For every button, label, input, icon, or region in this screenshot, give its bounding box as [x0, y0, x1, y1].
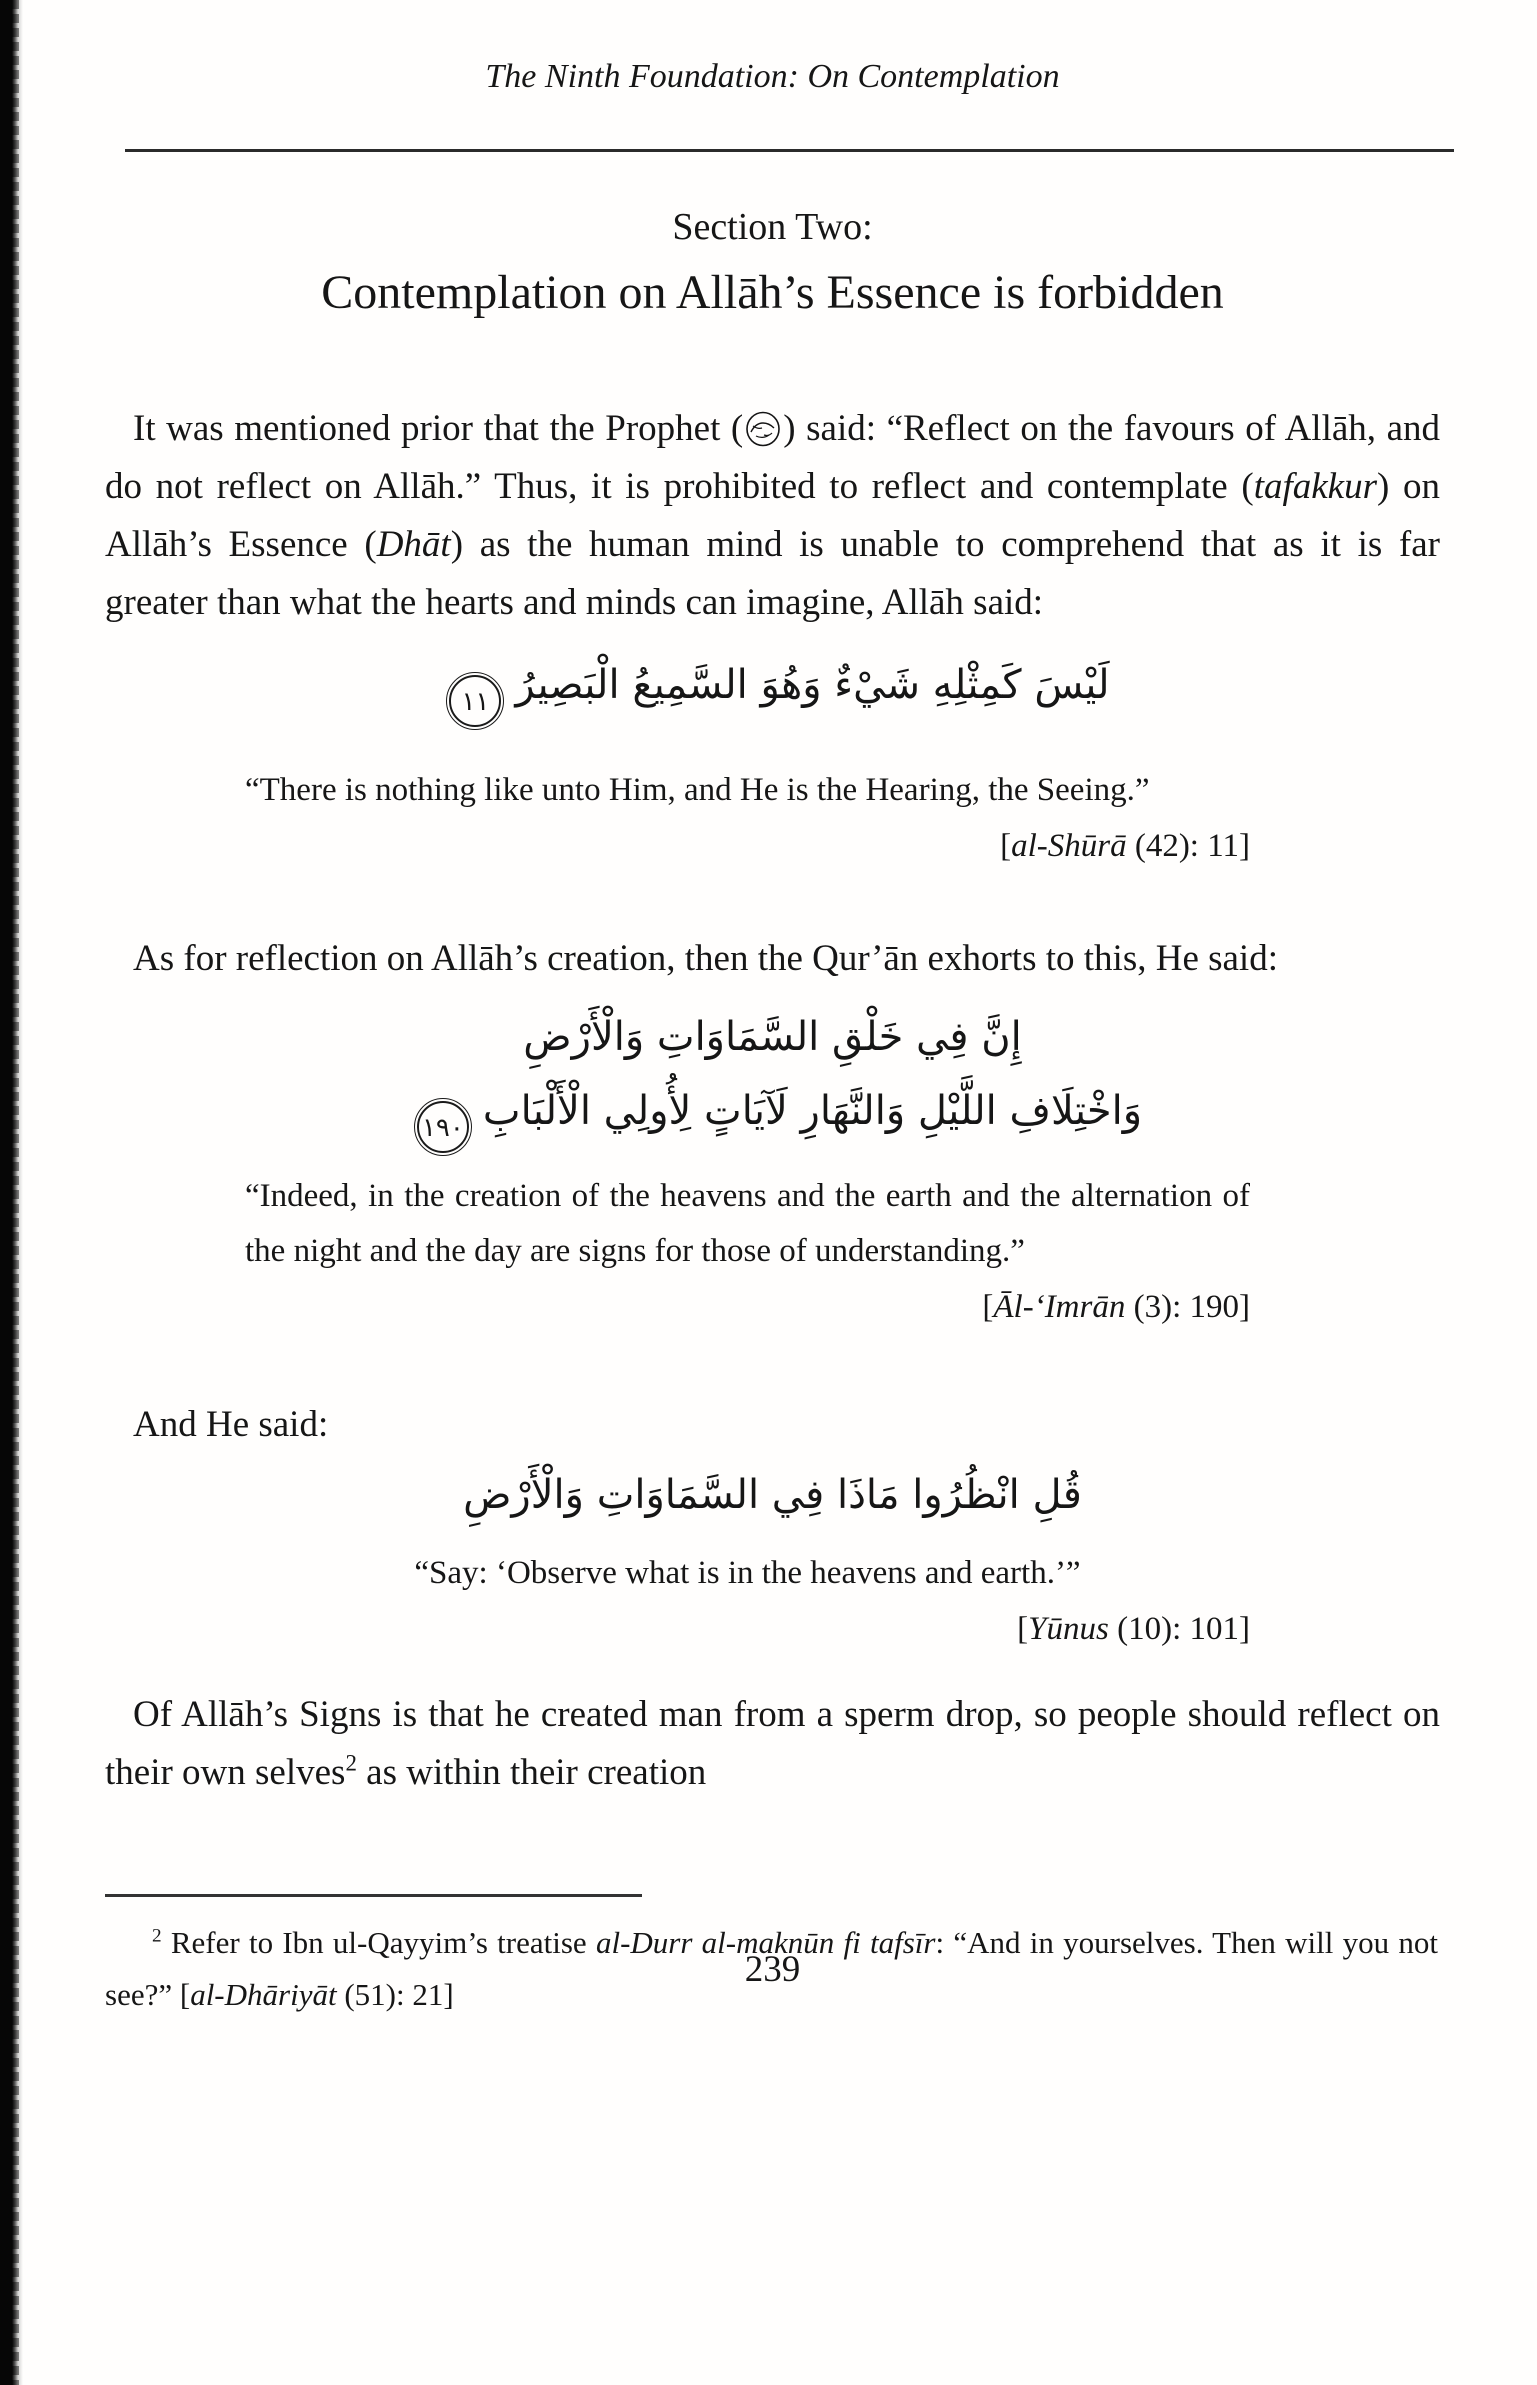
- verse-translation: “Say: ‘Observe what is in the heavens and earth.’”: [414, 1555, 1081, 1591]
- transliterated-term: tafakkur: [1253, 466, 1378, 507]
- footnote-text: : “And in yourselves. Then will you not see?” [: [105, 1925, 1438, 2012]
- page-content: [105, 0, 1440, 2021]
- running-head: The Ninth Foundation: On Contemplation: [485, 58, 1060, 95]
- verse-citation: [245, 824, 1250, 868]
- arabic-verse-text: وَاخْتِلَافِ اللَّيْلِ وَالنَّهَارِ لَآيَاتٍ لِأُولِي الْأَلْبَابِ: [482, 1088, 1143, 1134]
- paragraph-text: ) said: “Reflect on the favours of Allāh, and do not reflect on Allāh.” Thus, it is prohibited to reflect and contemplate (: [105, 408, 1440, 507]
- citation-reference: (42): 11]: [1126, 828, 1250, 864]
- verse-citation: [245, 1285, 1250, 1329]
- ayah-number-medallion: ١٩٠: [417, 1101, 469, 1153]
- arabic-verse-al-imran: [105, 1000, 1440, 1153]
- page-number: 239: [744, 1949, 801, 1990]
- footnote-citation-source: al-Dhāriyāt: [190, 1977, 337, 2012]
- footnote-treatise-title: al-Durr al-maknūn fi tafsīr: [595, 1925, 936, 1960]
- arabic-verse-text: لَيْسَ كَمِثْلِهِ شَيْءٌ وَهُوَ السَّمِيعُ الْبَصِيرُ: [515, 662, 1110, 708]
- paragraph-and-he-said: And He said:: [133, 1404, 329, 1445]
- arabic-verse-text: قُلِ انْظُرُوا مَاذَا فِي السَّمَاوَاتِ وَالْأَرْضِ: [463, 1472, 1082, 1518]
- paragraph-text: ) as the human mind is unable to comprehend that as it is far greater than what the hearts and minds can imagine, Allāh said:: [105, 524, 1440, 623]
- footnote-reference: 2: [345, 1750, 357, 1776]
- ayah-number-medallion: ١١: [449, 675, 501, 727]
- citation-bracket: [: [982, 1289, 994, 1325]
- footnote-rule: [105, 1894, 642, 1897]
- footnote-marker: 2: [152, 1925, 162, 1947]
- citation-reference: (3): 190]: [1125, 1289, 1250, 1325]
- paragraph-text: It was mentioned prior that the Prophet (: [133, 408, 744, 449]
- section-label: Section Two:: [672, 206, 873, 248]
- paragraph-signs: [105, 1686, 1440, 1802]
- scan-binding-edge: [0, 0, 26, 2385]
- page-title: Contemplation on Allāh’s Essence is forbidden: [321, 266, 1224, 319]
- arabic-verse-text: إِنَّ فِي خَلْقِ السَّمَاوَاتِ وَالْأَرْضِ: [523, 1014, 1022, 1060]
- arabic-verse-shura: [105, 648, 1440, 727]
- footnote-text: Refer to Ibn ul-Qayyim’s treatise: [161, 1925, 596, 1960]
- citation-source: al-Shūrā: [1011, 828, 1127, 864]
- paragraph-text: Of Allāh’s Signs is that he created man from a sperm drop, so people should reflect on their own selves: [105, 1694, 1440, 1793]
- paragraph-reflection: As for reflection on Allāh’s creation, then the Qur’ān exhorts to this, He said:: [133, 938, 1278, 979]
- header-rule: [125, 149, 1454, 152]
- footnote-text: (51): 21]: [336, 1977, 454, 2012]
- prophet-salutation-icon: [743, 408, 783, 449]
- citation-bracket: [: [1017, 1611, 1029, 1647]
- citation-source: Yūnus: [1028, 1611, 1109, 1647]
- verse-citation: [245, 1607, 1250, 1651]
- verse-translation: “There is nothing like unto Him, and He is the Hearing, the Seeing.”: [245, 772, 1150, 808]
- paragraph-text: ) on Allāh’s Essence (: [105, 466, 1440, 565]
- verse-translation: “Indeed, in the creation of the heavens and the earth and the alternation of the night and the day are signs for those of understanding.”: [245, 1178, 1250, 1269]
- transliterated-term: Dhāt: [376, 524, 451, 565]
- paragraph-intro: [105, 400, 1440, 632]
- paragraph-text: as within their creation: [356, 1752, 707, 1793]
- citation-source: Āl-‘Imrān: [993, 1289, 1126, 1325]
- citation-bracket: [: [1000, 828, 1012, 864]
- arabic-verse-yunus: [105, 1458, 1440, 1532]
- citation-reference: (10): 101]: [1108, 1611, 1250, 1647]
